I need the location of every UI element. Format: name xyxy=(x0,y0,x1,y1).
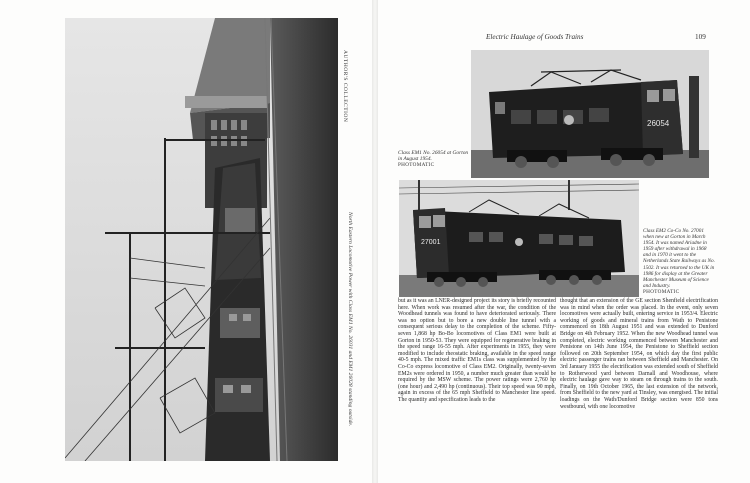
body-text-left: but as it was an LNER-designed project its story is briefly recounted here. When work was resumed after the war, the condition of the Woodhead tunnels was found to have deteriorated seriously. There was no option but to bore a new double line tunnel with a consequent serious delay to the completion of the scheme. Fifty-seven 1,868 hp Bo-Bo locomotives of Class EM1 were built at Gorton in 1950-53. They were equipped for regenerative braking in the speed range 16-55 mph. After experiments in 1955, they were modified to include rheostatic braking, available in the speed range 40-5 mph. The mixed traffic EM1s class was supplemented by the Co-Co express locomotive of Class EM2. Originally, twenty-seven EM2s were ordered in 1950, a number much greater than would be required by the MSW scheme. The power ratings were 2,760 hp (one hour) and 2,490 hp (continuous). Their top speed was 90 mph, again in excess of the 65 mph Sheffield to Manchester line speed. The quantity and specification leads to the xyxy=(398,298,556,403)
left-photo-caption xyxy=(341,212,355,462)
em1-locomotive-photo xyxy=(471,50,709,178)
em2-caption-credit: PHOTOMATIC xyxy=(643,288,680,295)
em1-caption-text: Class EM1 No. 26054 at Gorton in August 1954. xyxy=(398,150,469,163)
body-text-column-right xyxy=(560,298,718,410)
em2-caption-text: Class EM2 Co-Co No. 27001 when new at Gorton in March 1954. It was named Ariadne in 1959 after withdrawal in 1968 and in 1970 it went to the Netherlands State Railways as No. 1502. It was returned to the UK in 1986 for display at the Greater Manchester Museum of Science and Industry. xyxy=(643,228,715,289)
body-text-right: thought that an extension of the GE section Shenfield electrification was in mind when the order was placed. In the event, only seven locomotives were actually built, entering service in 1953/4. Electric working of goods and mineral trains from Wath to Penistone commenced on 18th August 1951 and was extended to Dunford Bridge on 4th February 1952. When the new Woodhead tunnel was completed, electric working commenced between Manchester and Penistone on 14th June 1954, the Penistone to Sheffield section followed on 20th September 1954, on which day the first public electric passenger trains ran between Sheffield and Manchester. On 3rd January 1955 the electrification was extended south of Sheffield to Rotherwood yard between Darnall and Woodhouse, where electric haulage gave way to steam on through trains to the south. Finally, on 19th October 1965, the last extension of the network, from Sheffield to the new yard at Tinsley, was energised. The initial loadings on the Wath/Dunford Bridge section were 850 tons westbound, with one locomotive xyxy=(560,298,718,410)
em1-caption-credit: PHOTOMATIC xyxy=(398,162,435,169)
left-page-photo xyxy=(65,18,338,461)
left-caption-text: North Eastern Locomotive Power with Class EM1 No. 26031 and EM1 26028 standing outside. xyxy=(347,212,353,427)
train-depot-photo xyxy=(65,18,338,461)
em1-photo-graphic xyxy=(471,50,709,178)
em1-number-plate: 26054 xyxy=(647,119,670,128)
page-number: 109 xyxy=(695,33,706,41)
left-photo-credit xyxy=(336,50,350,210)
em2-number-plate: 27001 xyxy=(421,239,441,246)
em1-photo-caption xyxy=(398,150,470,169)
left-credit-text: AUTHOR'S COLLECTION xyxy=(342,50,348,123)
running-head: Electric Haulage of Goods Trains xyxy=(486,33,584,41)
body-text-column-left xyxy=(398,298,556,404)
em2-locomotive-photo xyxy=(399,180,639,297)
page-gutter xyxy=(372,0,378,483)
em2-photo-graphic xyxy=(399,180,639,297)
em2-photo-caption xyxy=(643,228,715,295)
